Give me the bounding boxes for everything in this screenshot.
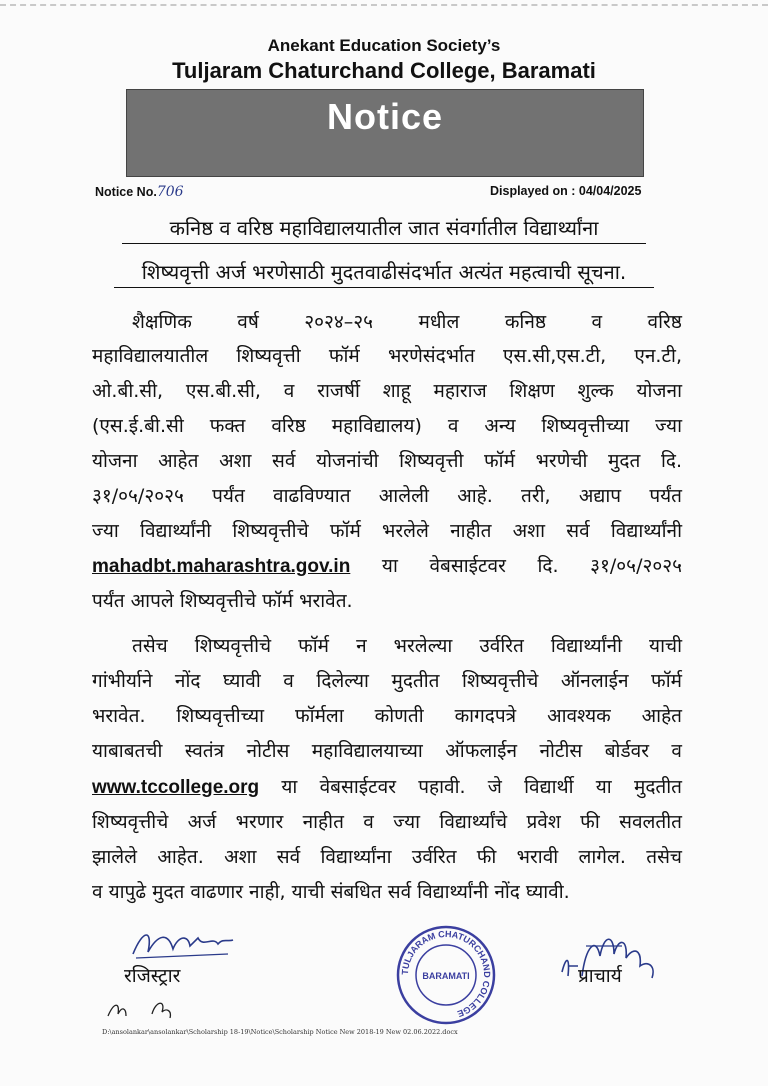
notice-banner-title: Notice: [326, 96, 444, 137]
para1-line-8-text: या वेबसाईटवर दि. ३१/०५/२०२५: [350, 555, 682, 577]
notice-number-value: 706: [156, 184, 184, 200]
para2-line-7: झालेले आहेत. अशा सर्व विद्यार्थ्यांना उर्वरित फी भरावी लागेल. तसेच: [92, 846, 682, 868]
principal-label: प्राचार्य: [578, 965, 622, 987]
para2-line-5: [92, 776, 682, 800]
para1-line-8: [92, 555, 682, 579]
initials-marks: [104, 996, 184, 1022]
stamp-ring-text: TULJARAM CHATURCHAND COLLEGE: [399, 928, 493, 1020]
para2-line-6: शिष्यवृत्तीचे अर्ज भरणार नाहीत व ज्या विद्यार्थ्यांचे प्रवेश फी सवलतीत: [92, 811, 682, 833]
para1-line-4: (एस.ई.बी.सी फक्त वरिष्ठ महाविद्यालय) व अन्य शिष्यवृत्तीच्या ज्या: [92, 415, 682, 437]
para1-line-2: महाविद्यालयातील शिष्यवृत्ती फॉर्म भरणेसंदर्भात एस.सी,एस.टी, एन.टी,: [92, 345, 682, 367]
para2-line-1: तसेच शिष्यवृत्तीचे फॉर्म न भरलेल्या उर्वरित विद्यार्थ्यांनी याची: [132, 635, 682, 657]
para1-line-7: ज्या विद्यार्थ्यांनी शिष्यवृत्तीचे फॉर्म भरलेले नाहीत अशा सर्व विद्यार्थ्यांनी: [92, 520, 682, 542]
para1-line-1: शैक्षणिक वर्ष २०२४–२५ मधील कनिष्ठ व वरिष्ठ: [132, 311, 682, 333]
para1-line-9: पर्यंत आपले शिष्यवृत्तीचे फॉर्म भरावेत.: [92, 590, 353, 612]
subject-line-2: शिष्यवृत्ती अर्ज भरणेसाठी मुदतवाढीसंदर्भात अत्यंत महत्वाची सूचना.: [141, 260, 627, 284]
tccollege-link[interactable]: www.tccollege.org: [92, 777, 260, 798]
para1-line-6: ३१/०५/२०२५ पर्यंत वाढविण्यात आलेली आहे. तरी, अद्याप पर्यंत: [92, 485, 682, 507]
society-name: Anekant Education Society’s: [267, 36, 501, 55]
para2-line-5-text: या वेबसाईटवर पहावी. जे विद्यार्थी या मुदतीत: [259, 776, 682, 798]
footer-file-path: D:\ansolankar\ansolankar\Scholarship 18-19\Notice\Scholarship Notice New 2018-19 New 02.06.2022.docx: [102, 1028, 458, 1036]
subject-underline-2: [114, 287, 654, 288]
registrar-label: रजिस्ट्रार: [124, 965, 181, 987]
stamp-center-text: BARAMATI: [422, 971, 470, 981]
notice-number-label: Notice No.: [95, 185, 157, 199]
para2-line-4: याबाबतची स्वतंत्र नोटीस महाविद्यालयाच्या ऑफलाईन नोटीस बोर्डवर व: [92, 740, 682, 762]
displayed-date: Displayed on : 04/04/2025: [490, 184, 642, 198]
subject-underline-1: [122, 243, 646, 244]
para2-line-8: व यापुढे मुदत वाढणार नाही, याची संबधित सर्व विद्यार्थ्यांनी नोंद घ्यावी.: [92, 881, 570, 903]
para1-line-5: योजना आहेत अशा सर्व योजनांची शिष्यवृत्ती फॉर्म भरणेची मुदत दि.: [92, 450, 682, 472]
mahadbt-link[interactable]: mahadbt.maharashtra.gov.in: [92, 556, 351, 577]
registrar-signature: [128, 924, 238, 964]
notice-banner: [126, 89, 644, 177]
college-stamp: [396, 925, 496, 1025]
college-name: Tuljaram Chaturchand College, Baramati: [172, 58, 596, 83]
subject-line-1: कनिष्ठ व वरिष्ठ महाविद्यालयातील जात संवर्गातील विद्यार्थ्यांना: [169, 216, 599, 240]
notice-number: [95, 184, 184, 200]
top-dashed-border: [0, 4, 768, 6]
para2-line-2: गांभीर्याने नोंद घ्यावी व दिलेल्या मुदतीत शिष्यवृत्तीचे ऑनलाईन फॉर्म: [92, 670, 682, 692]
para2-line-3: भरावेत. शिष्यवृत्तीच्या फॉर्मला कोणती कागदपत्रे आवश्यक आहेत: [92, 705, 682, 727]
para1-line-3: ओ.बी.सी, एस.बी.सी, व राजर्षी शाहू महाराज शिक्षण शुल्क योजना: [92, 380, 682, 402]
